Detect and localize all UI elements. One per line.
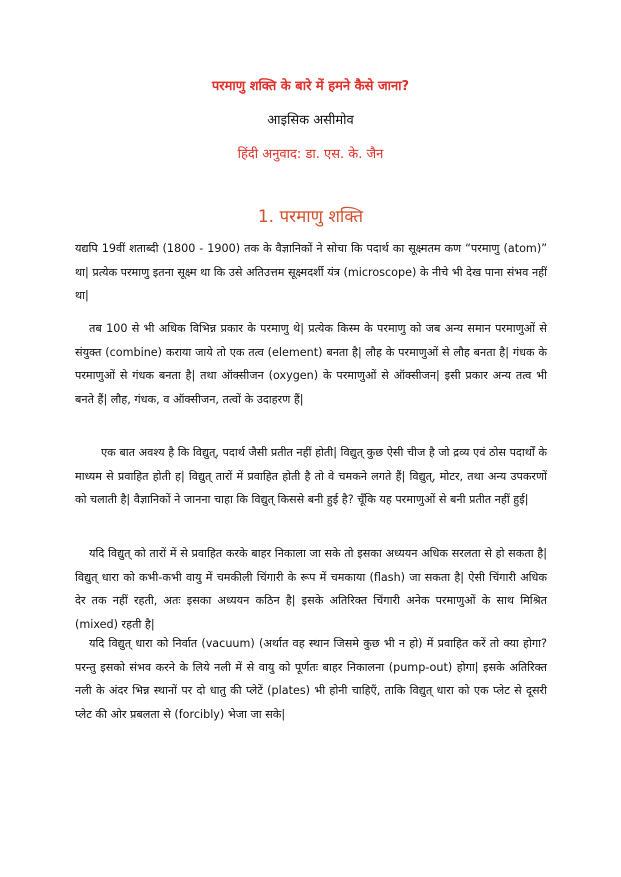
- author-name: आइसिक असीमोव: [267, 113, 354, 128]
- chapter-heading: 1. परमाणु शक्ति: [257, 207, 364, 227]
- paragraph-3: एक बात अवश्य है कि विद्युत्, पदार्थ जैसी प्रतीत नहीं होती| विद्युत् कुछ ऐसी चीज है जो द्रव्य एवं ठोस पदार्थों के माध्यम से प्रवाहित होती ह| विद्युत् तारों में प्रवाहित होती है तो वे चमकने लगते हैं| विद्युत्, मोटर, तथा अन्य उपकरणों को चलाती है| वैज्ञानिकों ने जानना चाहा कि विद्युत् किससे बनी हुई है? चूँकि यह परमाणुओं से बनी प्रतीत नहीं हुई|: [75, 446, 547, 506]
- paragraph-4: यदि विद्युत् को तारों में से प्रवाहित करके बाहर निकाला जा सके तो इसका अध्ययन अधिक सरलता से हो सकता है| विद्युत् धारा को कभी-कभी वायु में चमकीली चिंगारी के रूप में चमकाया (flash) जा सकता है| ऐसी चिंगारी अधिक देर तक नहीं रहती, अतः इसका अध्ययन कठिन है| इसके अतिरिक्त चिंगारी अनेक परमाणुओं के साथ मिश्रित (mixed) रहती है|: [75, 547, 547, 631]
- translator-credit: हिंदी अनुवाद: डा. एस. के. जैन: [237, 147, 384, 162]
- paragraph-2: तब 100 से भी अधिक विभिन्न प्रकार के परमाणु थे| प्रत्येक किस्म के परमाणु को जब अन्य समान परमाणुओं से संयुक्त (combine) कराया जाये तो एक तत्व (element) बनता है| लौह के परमाणुओं से लौह बनता है| गंधक के परमाणुओं से गंधक बनता है| तथा ऑक्सीजन (oxygen) के परमाणुओं से ऑक्सीजन| इसी प्रकार अन्य तत्व भी बनते हैं| लौह, गंधक, व ऑक्सीजन, तत्वों के उदाहरण हैं|: [75, 322, 547, 406]
- document-title: परमाणु शक्ति के बारे में हमने कैसे जाना?: [211, 79, 410, 94]
- paragraph-1: यद्यपि 19वीं शताब्दी (1800 - 1900) तक के वैज्ञानिकों ने सोचा कि पदार्थ का सूक्ष्मतम कण “परमाणु (atom)” था| प्रत्येक परमाणु इतना सूक्ष्म था कि उसे अतिउत्तम सूक्ष्मदर्शी यंत्र (microscope) के नीचे भी देख पाना संभव नहीं था|: [75, 242, 547, 302]
- paragraph-5: यदि विद्युत् धारा को निर्वात (vacuum) (अर्थात वह स्थान जिसमे कुछ भी न हो) में प्रवाहित करें तो क्या होगा? परन्तु इसको संभव करने के लिये नली में से वायु को पूर्णतः बाहर निकालना (pump-out) होगा| इसके अतिरिक्त नली के अंदर भिन्न स्थानों पर दो धातु की प्लेटें (plates) भी होनी चाहिएँ, ताकि विद्युत् धारा को एक प्लेट से दूसरी प्लेट की ओर प्रबलता से (forcibly) भेजा जा सके|: [75, 637, 547, 721]
